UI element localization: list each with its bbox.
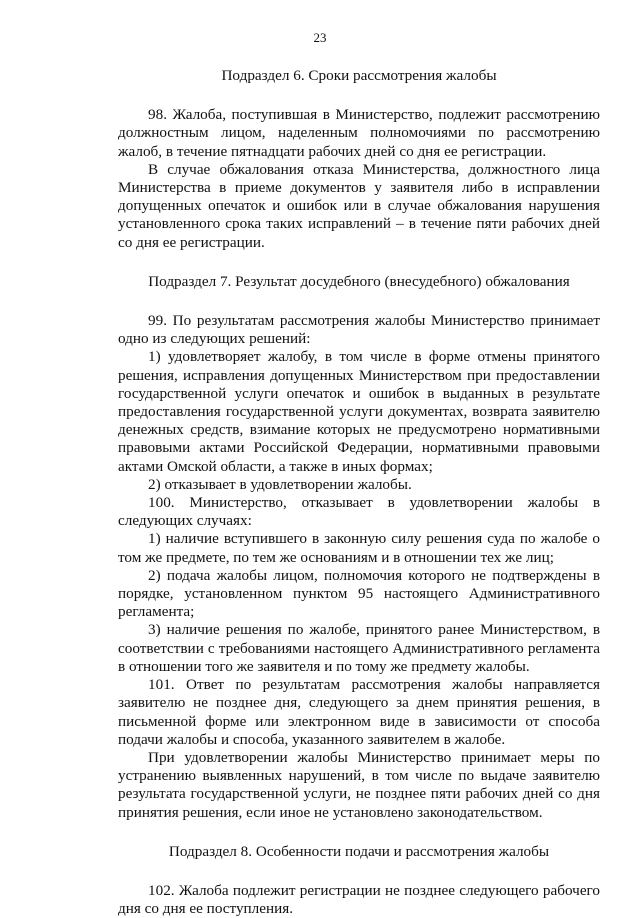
paragraph: В случае обжалования отказа Министерства, должностного лица Министерства в приеме документов у заявителя либо в исправлении допущенных опечаток и ошибок или в случае обжалования нарушения установленного срока таких исправлений – в течение пяти рабочих дней со дня ее регистрации. (118, 160, 600, 251)
section-heading: Подраздел 6. Сроки рассмотрения жалобы (221, 67, 497, 84)
paragraph: 99. По результатам рассмотрения жалобы Министерство принимает одно из следующих решений: (118, 312, 600, 348)
page-number: 23 (313, 30, 327, 45)
section-heading: Подраздел 7. Результат досудебного (внесудебного) обжалования (148, 272, 570, 290)
paragraph: При удовлетворении жалобы Министерство принимает меры по устранению выявленных нарушений, в том числе по выдаче заявителю результата государственной услуги, не позднее пяти рабочих дней со дня принятия решения, если иное не установлено законодательством. (118, 748, 600, 821)
paragraph: 100. Министерство, отказывает в удовлетворении жалобы в следующих случаях: (118, 494, 600, 530)
paragraph: 98. Жалоба, поступившая в Министерство, подлежит рассмотрению должностным лицом, наделенным полномочиями по рассмотрению жалоб, в течение пятнадцати рабочих дней со дня ее регистрации. (118, 106, 600, 160)
paragraph: 3) наличие решения по жалобе, принятого ранее Министерством, в соответствии с требованиями настоящего Административного регламента в отношении того же заявителя и по тому же предмету жалобы. (118, 621, 600, 675)
paragraph: 1) удовлетворяет жалобу, в том числе в форме отмены принятого решения, исправления допущенных Министерством при предоставлении государственной услуги опечаток и ошибок в выданных в результате предоставления государственной услуги документах, возврата заявителю денежных средств, взимание которых не предусмотрено нормативными правовыми актами Российской Федерации, нормативными правовыми актами Омской области, а также в иных формах; (118, 348, 600, 475)
paragraph: 101. Ответ по результатам рассмотрения жалобы направляется заявителю не позднее дня, следующего за днем принятия решения, в письменной форме или электронном виде в зависимости от способа подачи жалобы и способа, указанного заявителем в жалобе. (118, 676, 600, 748)
paragraph: 102. Жалоба подлежит регистрации не позднее следующего рабочего дня со дня ее поступления. (118, 881, 600, 918)
paragraph: 2) отказывает в удовлетворении жалобы. (148, 475, 412, 493)
document-body (118, 60, 600, 918)
paragraph: 2) подача жалобы лицом, полномочия которого не подтверждены в порядке, установленном пунктом 95 настоящего Административного регламента; (118, 566, 600, 621)
section-heading: Подраздел 8. Особенности подачи и рассмотрения жалобы (168, 842, 550, 860)
paragraph: 1) наличие вступившего в законную силу решения суда по жалобе о том же предмете, по тем же основаниям и в отношении тех же лиц; (118, 530, 600, 566)
